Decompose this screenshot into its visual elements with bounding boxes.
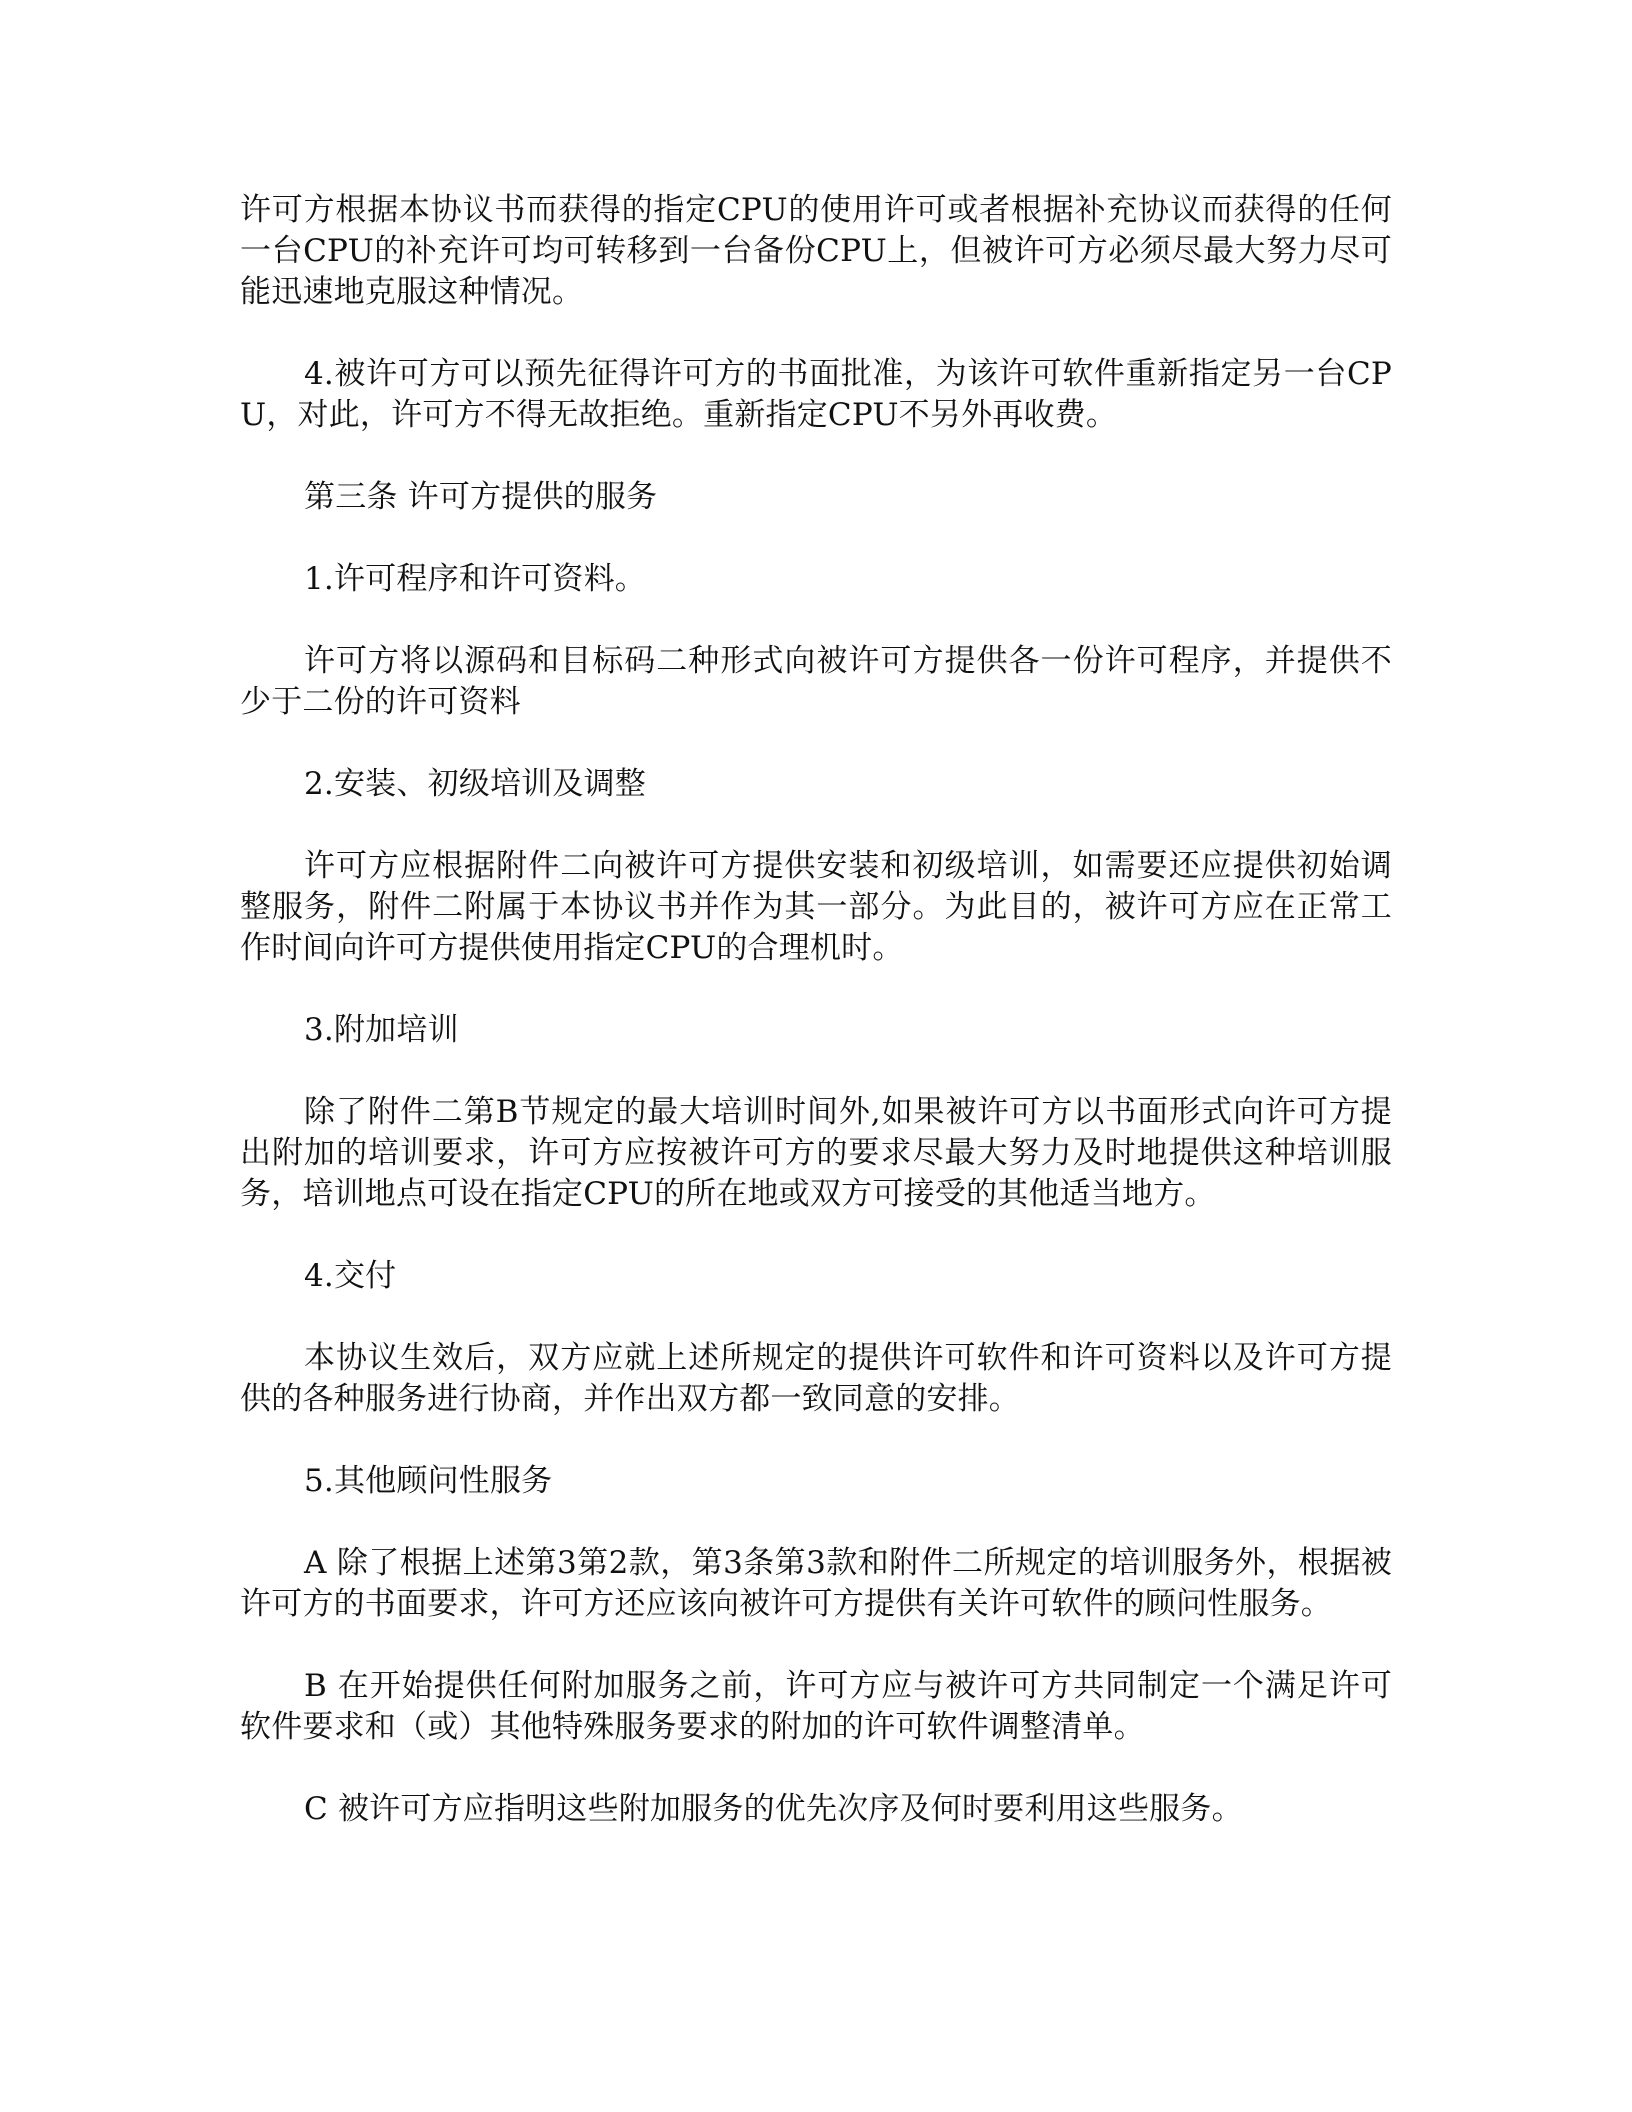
paragraph-consulting-a: A 除了根据上述第3第2款，第3条第3款和附件二所规定的培训服务外，根据被许可方的书面要求，许可方还应该向被许可方提供有关许可软件的顾问性服务。 [240,1545,1392,1622]
paragraph-consulting-b: B 在开始提供任何附加服务之前，许可方应与被许可方共同制定一个满足许可软件要求和（或）其他特殊服务要求的附加的许可软件调整清单。 [240,1668,1392,1745]
paragraph-delivery: 本协议生效后，双方应就上述所规定的提供许可软件和许可资料以及许可方提供的各种服务进行协商，并作出双方都一致同意的安排。 [240,1340,1392,1417]
document-page [240,190,1392,1871]
paragraph-cpu-transfer: 许可方根据本协议书而获得的指定CPU的使用许可或者根据补充协议而获得的任何一台CPU的补充许可均可转移到一台备份CPU上，但被许可方必须尽最大努力尽可能迅速地克服这种情况。 [240,192,1392,310]
section-heading-article-3: 第三条 许可方提供的服务 [304,479,658,515]
paragraph-clause-4-redesignate-cpu: 4.被许可方可以预先征得许可方的书面批准，为该许可软件重新指定另一台CPU，对此，许可方不得无故拒绝。重新指定CPU不另外再收费。 [240,356,1392,433]
paragraph-consulting-c: C 被许可方应指明这些附加服务的优先次序及何时要利用这些服务。 [304,1791,1243,1827]
paragraph-additional-training: 除了附件二第B节规定的最大培训时间外,如果被许可方以书面形式向许可方提出附加的培训要求，许可方应按被许可方的要求尽最大努力及时地提供这种培训服务，培训地点可设在指定CPU的所在地或双方可接受的其他适当地方。 [240,1094,1392,1212]
subheading-3-additional-training: 3.附加培训 [304,1012,459,1048]
subheading-5-consulting-services: 5.其他顾问性服务 [304,1463,553,1499]
subheading-1-licensed-program: 1.许可程序和许可资料。 [304,561,646,597]
subheading-2-installation-training: 2.安装、初级培训及调整 [304,766,646,802]
paragraph-licensed-program-delivery: 许可方将以源码和目标码二种形式向被许可方提供各一份许可程序，并提供不少于二份的许可资料 [240,643,1392,720]
paragraph-installation-training: 许可方应根据附件二向被许可方提供安装和初级培训，如需要还应提供初始调整服务，附件二附属于本协议书并作为其一部分。为此目的，被许可方应在正常工作时间向许可方提供使用指定CPU的合理机时。 [240,848,1392,966]
subheading-4-delivery: 4.交付 [304,1258,397,1294]
